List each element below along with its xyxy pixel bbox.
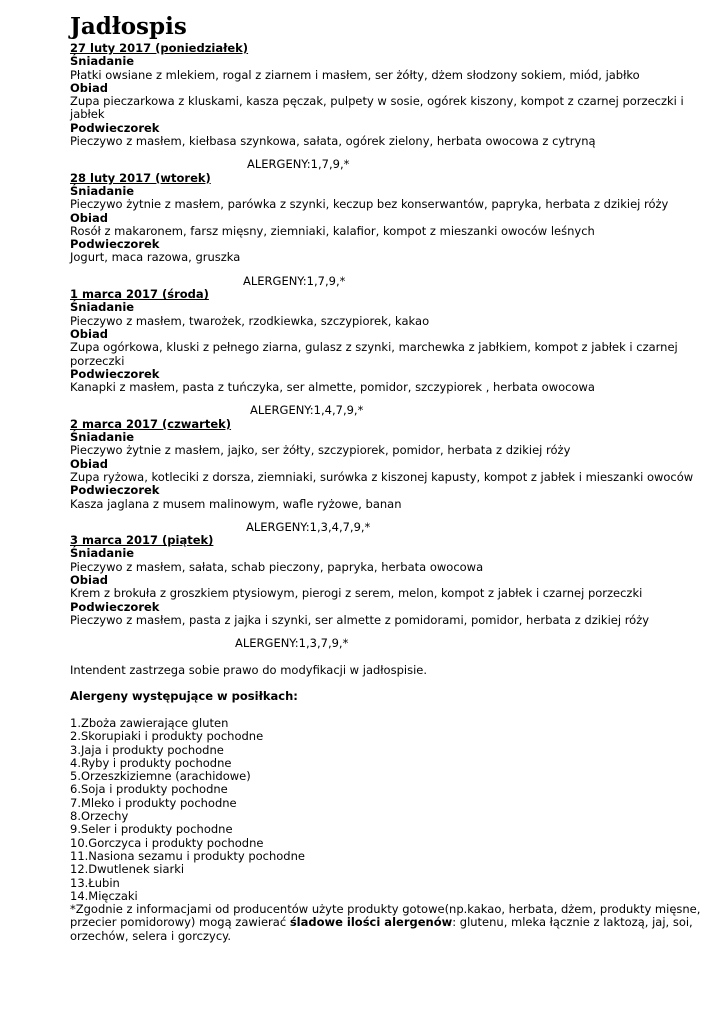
legend-item: 6.Soja i produkty pochodne: [70, 782, 228, 797]
allergens-label: ALERGENY:1,3,7,9,*: [235, 636, 349, 651]
legend-item: 7.Mleko i produkty pochodne: [70, 795, 237, 810]
allergens-label: ALERGENY:1,7,9,*: [243, 273, 346, 288]
meal-text: Kanapki z masłem, pasta z tuńczyka, ser almette, pomidor, szczypiorek , herbata owocowa: [70, 380, 595, 395]
allergens-label: ALERGENY:1,7,9,*: [247, 157, 350, 172]
day-section: [70, 42, 710, 172]
meal-text: Pieczywo z masłem, sałata, schab pieczony, papryka, herbata owocowa: [70, 559, 484, 574]
meal-name: Śniadanie: [70, 300, 135, 315]
day-date: 1 marca 2017 (środa): [70, 287, 209, 302]
meal-text: Pieczywo z masłem, pasta z jajka i szynki, ser almette z pomidorami, pomidor, herbata z dzikiej róży: [70, 612, 650, 627]
day-date: 2 marca 2017 (czwartek): [70, 416, 232, 431]
meal-name: Podwieczorek: [70, 120, 160, 135]
meal-name: Obiad: [70, 456, 108, 471]
day-section: [70, 418, 710, 534]
legend-item: 9.Seler i produkty pochodne: [70, 822, 233, 837]
day-date: 3 marca 2017 (piątek): [70, 533, 214, 548]
meal-text: Zupa ryżowa, kotleciki z dorsza, ziemniaki, surówka z kiszonej kapusty, kompot z jabłek i mieszanki owoców: [70, 469, 694, 484]
legend-item: 1.Zboża zawierające gluten: [70, 715, 229, 730]
legend-item: 12.Dwutlenek siarki: [70, 862, 185, 877]
day-section: [70, 288, 710, 418]
meal-text: Pieczywo z masłem, twarożek, rzodkiewka, szczypiorek, kakao: [70, 313, 430, 328]
meal-name: Śniadanie: [70, 430, 135, 445]
meal-text: Zupa ogórkowa, kluski z pełnego ziarna, gulasz z szynki, marchewka z jabłkiem, kompot z jabłek i czarnej porzeczki: [70, 340, 678, 368]
legend-item: 3.Jaja i produkty pochodne: [70, 742, 224, 757]
legend-item: 8.Orzechy: [70, 809, 129, 824]
notice-text: Intendent zastrzega sobie prawo do modyfikacji w jadłospisie.: [70, 662, 427, 677]
meal-name: Śniadanie: [70, 546, 135, 561]
meal-name: Obiad: [70, 572, 108, 587]
menu-document: [70, 12, 710, 943]
allergen-legend-list: [70, 717, 710, 903]
legend-item: 2.Skorupiaki i produkty pochodne: [70, 729, 264, 744]
meal-text: Zupa pieczarkowa z kluskami, kasza pęczak, pulpety w sosie, ogórek kiszony, kompot z czarnej porzeczki i jabłek: [70, 94, 684, 122]
meal-name: Podwieczorek: [70, 366, 160, 381]
footnote-text: *Zgodnie z informacjami od producentów użyte produkty gotowe(np.kakao, herbata, dżem, produkty mięsne, przecier pomidorowy) mogą zawierać: [70, 902, 701, 930]
allergens-label: ALERGENY:1,3,4,7,9,*: [246, 519, 371, 534]
footnote: [70, 903, 710, 943]
meal-name: Obiad: [70, 80, 108, 95]
day-date: 28 luty 2017 (wtorek): [70, 170, 211, 185]
meal-text: Krem z brokuła z groszkiem ptysiowym, pierogi z serem, melon, kompot z jabłek i czarnej porzeczki: [70, 586, 643, 601]
meal-text: Jogurt, maca razowa, gruszka: [70, 250, 241, 265]
allergens-label: ALERGENY:1,4,7,9,*: [250, 403, 364, 418]
day-section: [70, 534, 710, 650]
footnote-emphasis: śladowe ilości alergenów: [289, 915, 453, 930]
meal-text: Pieczywo żytnie z masłem, parówka z szynki, keczup bez konserwantów, papryka, herbata z dzikiej róży: [70, 197, 669, 212]
meal-text: Rosół z makaronem, farsz mięsny, ziemniaki, kalafior, kompot z mieszanki owoców leśnych: [70, 223, 595, 238]
legend-item: 5.Orzeszkiziemne (arachidowe): [70, 769, 251, 784]
legend-item: 14.Mięczaki: [70, 888, 138, 903]
legend-item: 10.Gorczyca i produkty pochodne: [70, 835, 264, 850]
meal-name: Obiad: [70, 326, 108, 341]
legend-item: 4.Ryby i produkty pochodne: [70, 755, 232, 770]
footnote-text-end: : glutenu, mleka łącznie z laktozą, jaj, soi, orzechów, selera i gorczycy.: [70, 915, 693, 943]
meal-text: Kasza jaglana z musem malinowym, wafle ryżowe, banan: [70, 496, 402, 511]
meal-name: Śniadanie: [70, 54, 135, 69]
day-section: [70, 172, 710, 288]
legend-item: 11.Nasiona sezamu i produkty pochodne: [70, 848, 305, 863]
legend-item: 13.Łubin: [70, 875, 120, 890]
meal-name: Podwieczorek: [70, 483, 160, 498]
meal-name: Obiad: [70, 210, 108, 225]
meal-name: Śniadanie: [70, 183, 135, 198]
meal-text: Pieczywo z masłem, kiełbasa szynkowa, sałata, ogórek zielony, herbata owocowa z cytryną: [70, 134, 596, 149]
meal-text: Płatki owsiane z mlekiem, rogal z ziarnem i masłem, ser żółty, dżem słodzony sokiem, miód, jabłko: [70, 67, 640, 82]
day-date: 27 luty 2017 (poniedziałek): [70, 41, 249, 55]
meal-name: Podwieczorek: [70, 599, 160, 614]
page-title: Jadłospis: [70, 13, 187, 40]
meal-name: Podwieczorek: [70, 237, 160, 252]
meal-text: Pieczywo żytnie z masłem, jajko, ser żółty, szczypiorek, pomidor, herbata z dzikiej róży: [70, 443, 571, 458]
legend-title: Alergeny występujące w posiłkach:: [70, 689, 298, 704]
